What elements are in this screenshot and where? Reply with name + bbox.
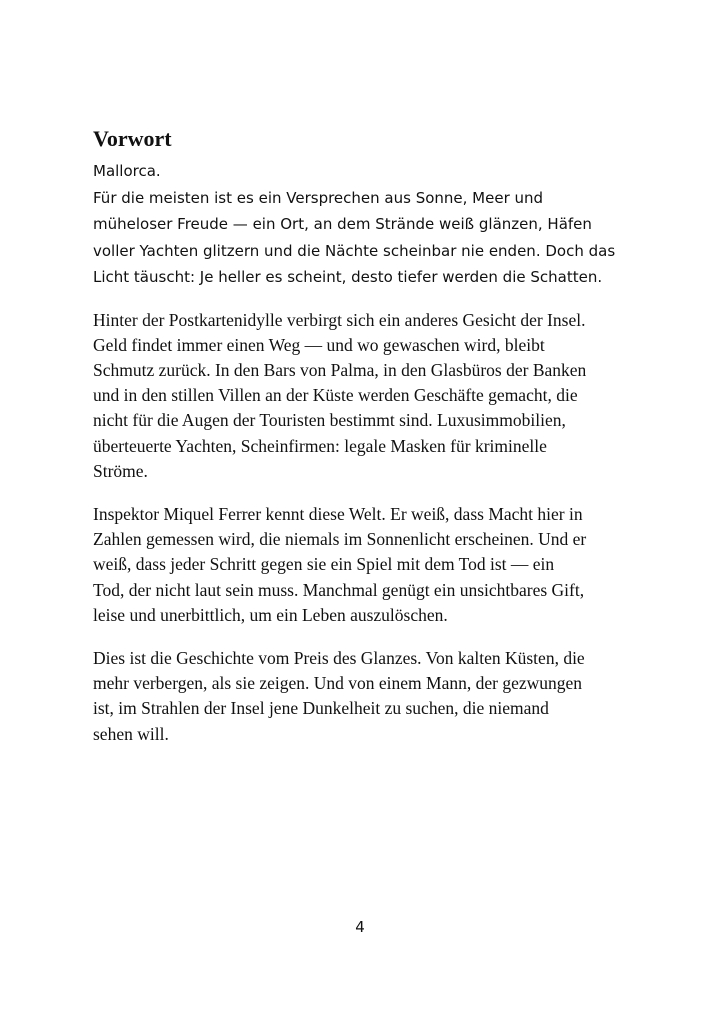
paragraph-3	[93, 646, 633, 747]
text-line: sehen will.	[93, 723, 169, 744]
text-line: Mallorca.	[93, 162, 161, 180]
text-line: Ströme.	[93, 460, 148, 481]
paragraph-1	[93, 308, 633, 484]
text-line: Schmutz zurück. In den Bars von Palma, in den Glasbüros der Banken	[93, 359, 587, 380]
text-line: Tod, der nicht laut sein muss. Manchmal genügt ein unsichtbares Gift,	[93, 579, 585, 600]
text-line: überteuerte Yachten, Scheinfirmen: legale Masken für kriminelle	[93, 435, 547, 456]
chapter-title: Vorwort	[93, 126, 172, 151]
text-line: nicht für die Augen der Touristen bestimmt sind. Luxusimmobilien,	[93, 410, 566, 431]
text-line: Für die meisten ist es ein Versprechen aus Sonne, Meer und	[93, 188, 544, 207]
text-line: Hinter der Postkartenidylle verbirgt sich ein anderes Gesicht der Insel.	[93, 309, 586, 330]
text-line: und in den stillen Villen an der Küste werden Geschäfte gemacht, die	[93, 385, 578, 406]
text-line: Licht täuscht: Je heller es scheint, desto tiefer werden die Schatten.	[93, 268, 603, 286]
page-number: 4	[355, 918, 365, 936]
text-line: weiß, dass jeder Schritt gegen sie ein Spiel mit dem Tod ist — ein	[93, 554, 555, 575]
text-line: leise und unerbittlich, um ein Leben auszulöschen.	[93, 604, 448, 625]
intro-paragraph	[93, 158, 633, 291]
text-line: ist, im Strahlen der Insel jene Dunkelheit zu suchen, die niemand	[93, 698, 549, 719]
text-line: mehr verbergen, als sie zeigen. Und von einem Mann, der gezwungen	[93, 673, 583, 694]
paragraph-2	[93, 502, 633, 628]
text-line: Zahlen gemessen wird, die niemals im Sonnenlicht erscheinen. Und er	[93, 529, 587, 550]
text-line: Dies ist die Geschichte vom Preis des Glanzes. Von kalten Küsten, die	[93, 647, 585, 668]
text-line: müheloser Freude — ein Ort, an dem Strände weiß glänzen, Häfen	[93, 215, 592, 233]
text-line: voller Yachten glitzern und die Nächte scheinbar nie enden. Doch das	[93, 241, 616, 260]
page-content	[93, 124, 633, 747]
text-line: Inspektor Miquel Ferrer kennt diese Welt. Er weiß, dass Macht hier in	[93, 503, 583, 524]
text-line: Geld findet immer einen Weg — und wo gewaschen wird, bleibt	[93, 334, 545, 355]
